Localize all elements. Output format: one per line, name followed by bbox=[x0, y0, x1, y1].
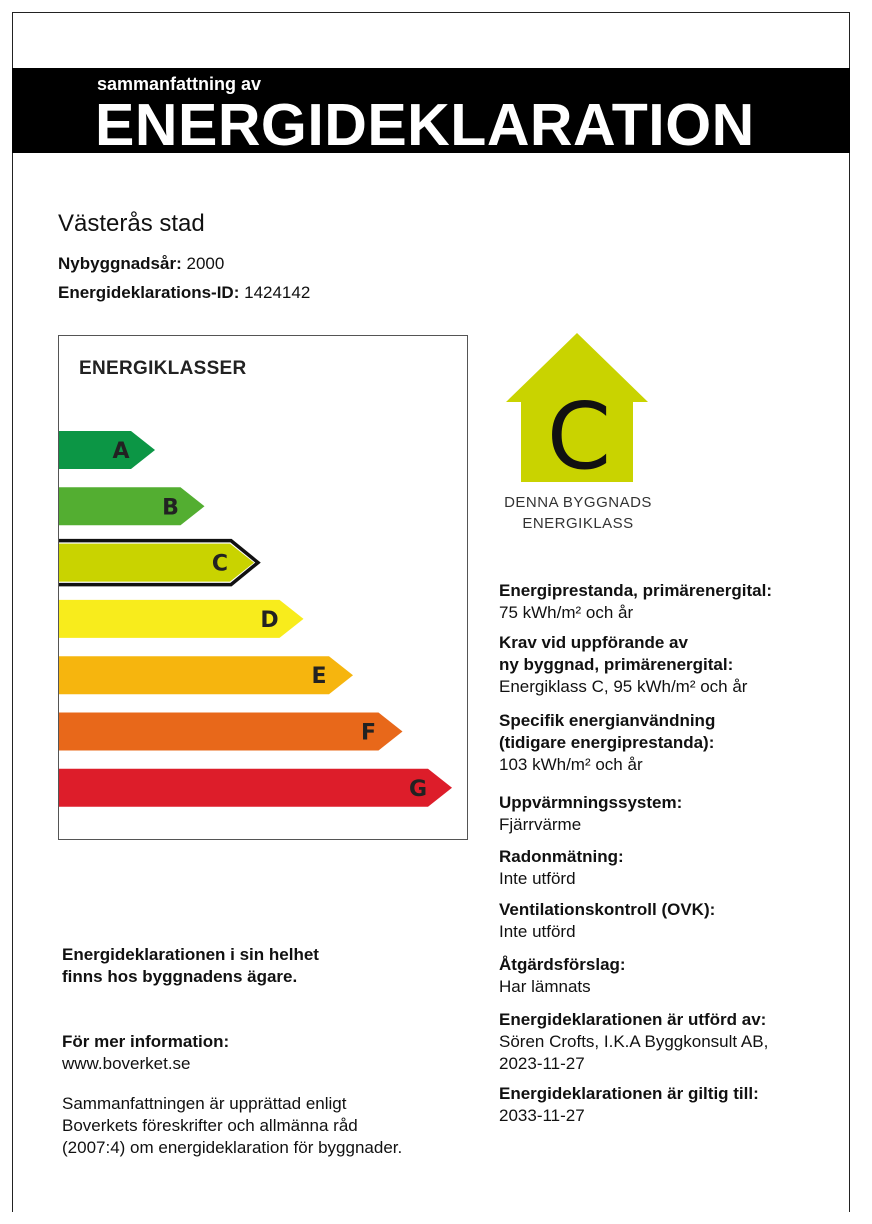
energy-performance-value: 75 kWh/m² och år bbox=[499, 603, 634, 622]
specific-energy-value: 103 kWh/m² och år bbox=[499, 755, 643, 774]
energy-class-arrow bbox=[59, 656, 353, 694]
energy-classes-title: ENERGIKLASSER bbox=[79, 358, 247, 379]
energy-class-a bbox=[59, 431, 155, 469]
legal-note-line2: Boverkets föreskrifter och allmänna råd bbox=[62, 1116, 358, 1135]
energy-class-b bbox=[59, 487, 205, 525]
heating-system-value: Fjärrvärme bbox=[499, 815, 582, 834]
energy-class-scale bbox=[59, 336, 467, 839]
action-label: Åtgärdsförslag: bbox=[499, 955, 626, 974]
energy-class-c bbox=[59, 541, 258, 585]
legal-note-line3: (2007:4) om energideklaration för byggnader. bbox=[62, 1138, 403, 1157]
legal-note bbox=[62, 1093, 402, 1159]
header-title: ENERGIDEKLARATION bbox=[95, 92, 755, 158]
specific-energy-use bbox=[499, 710, 715, 776]
owner-note bbox=[62, 944, 319, 988]
energy-class-e bbox=[59, 656, 353, 694]
action-value: Har lämnats bbox=[499, 977, 591, 996]
ventilation-value: Inte utförd bbox=[499, 922, 576, 941]
requirement-value: Energiklass C, 95 kWh/m² och år bbox=[499, 677, 748, 696]
new-building-requirement bbox=[499, 632, 747, 698]
energy-class-letter: E bbox=[311, 664, 327, 690]
specific-energy-label-line2: (tidigare energiprestanda): bbox=[499, 733, 715, 752]
energy-class-letter: C bbox=[211, 551, 229, 577]
requirement-label-line1: Krav vid uppförande av bbox=[499, 633, 688, 652]
requirement-label-line2: ny byggnad, primärenergital: bbox=[499, 655, 734, 674]
header-subtitle: sammanfattning av bbox=[97, 74, 262, 94]
header-banner bbox=[12, 68, 850, 158]
declaration-id bbox=[58, 283, 310, 303]
energy-classes-box bbox=[58, 335, 468, 840]
performed-by bbox=[499, 1009, 768, 1075]
energy-class-f bbox=[59, 713, 403, 751]
more-info bbox=[62, 1031, 229, 1075]
energy-performance bbox=[499, 580, 772, 624]
energy-class-arrow bbox=[59, 713, 403, 751]
radon-value: Inte utförd bbox=[499, 869, 576, 888]
badge-caption-line2: ENERGIKLASS bbox=[522, 515, 634, 532]
energy-class-letter: B bbox=[162, 495, 179, 521]
energy-performance-label: Energiprestanda, primärenergital: bbox=[499, 581, 773, 600]
build-year-value: 2000 bbox=[186, 254, 225, 273]
owner-note-line1: Energideklarationen i sin helhet bbox=[62, 945, 319, 964]
performed-by-label: Energideklarationen är utförd av: bbox=[499, 1010, 767, 1029]
action-proposals bbox=[499, 954, 626, 998]
owner-name: Västerås stad bbox=[58, 210, 205, 237]
building-class-letter: C bbox=[546, 383, 612, 485]
energy-class-arrow bbox=[59, 487, 205, 525]
more-info-label: För mer information: bbox=[62, 1032, 230, 1051]
declaration-id-value: 1424142 bbox=[244, 283, 311, 302]
valid-until-label: Energideklarationen är giltig till: bbox=[499, 1084, 759, 1103]
declaration-id-label: Energideklarations-ID: bbox=[58, 283, 240, 302]
energy-class-d bbox=[59, 600, 304, 638]
owner-note-line2: finns hos byggnadens ägare. bbox=[62, 967, 298, 986]
energy-class-g bbox=[59, 769, 452, 807]
energy-class-letter: F bbox=[360, 720, 377, 746]
build-year bbox=[58, 254, 224, 274]
heating-system-label: Uppvärmningssystem: bbox=[499, 793, 683, 812]
energy-class-letter: A bbox=[112, 439, 130, 464]
specific-energy-label-line1: Specifik energianvändning bbox=[499, 711, 716, 730]
performed-by-value-line2: 2023-11-27 bbox=[499, 1054, 585, 1073]
building-class-badge bbox=[505, 330, 650, 490]
ventilation-control bbox=[499, 899, 715, 943]
valid-until bbox=[499, 1083, 759, 1127]
performed-by-value-line1: Sören Crofts, I.K.A Byggkonsult AB, bbox=[499, 1032, 769, 1051]
energy-class-letter: G bbox=[408, 776, 428, 802]
legal-note-line1: Sammanfattningen är upprättad enligt bbox=[62, 1094, 347, 1113]
radon-measurement bbox=[499, 846, 624, 890]
energy-class-arrow bbox=[59, 431, 155, 469]
valid-until-value: 2033-11-27 bbox=[499, 1106, 585, 1125]
badge-caption-line1: DENNA BYGGNADS bbox=[504, 494, 652, 511]
house-icon bbox=[505, 330, 650, 485]
build-year-label: Nybyggnadsår: bbox=[58, 254, 182, 273]
ventilation-label: Ventilationskontroll (OVK): bbox=[499, 900, 716, 919]
radon-label: Radonmätning: bbox=[499, 847, 624, 866]
heating-system bbox=[499, 792, 682, 836]
energy-class-arrow bbox=[59, 769, 452, 807]
more-info-link[interactable]: www.boverket.se bbox=[62, 1054, 191, 1073]
energy-class-letter: D bbox=[260, 607, 279, 633]
